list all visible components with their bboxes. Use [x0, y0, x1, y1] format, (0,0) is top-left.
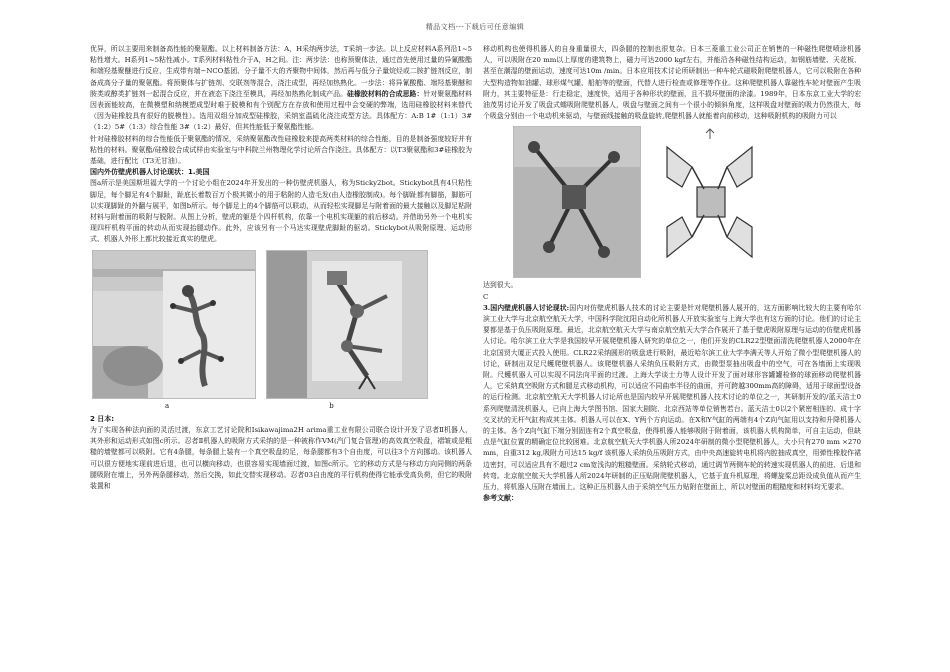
section-china-title: 3.国内壁虎机器人讨论现状: — [483, 303, 570, 312]
section-japan-title: 2 日本: — [90, 414, 115, 423]
section-china — [483, 303, 861, 493]
diagram-c-leg-motion — [651, 126, 771, 278]
photo-c-ninja-robot — [513, 126, 641, 278]
references-heading: 参考文献： — [483, 494, 518, 503]
caption-b: b — [329, 401, 334, 410]
section-usa-text: 图a所示是美国斯坦福大学的一个讨论小组在2024年开发出的一种仿壁虎机器人，称为Sticky2bot。Stickybot具有4只粘性脚足，每个脚足有4个脚趾，趾底长着数百万个极其微小的用于粘附的人造毛发(由人造橡胶制成)。每个脚趾都有脚筋，脚筋可以实现脚趾的外翻与展平，如图b所示。每个脚足上的4个脚筋可以联动，从而轻松实现脚足与附着面的最大接触以及脚足粘附材料与附着面的吸附与脱附。从图上分析，壁虎的躯是个四杆机构，依靠一个电机实现躯的前后移动。并借助另外一个电机实现四杆机构平面的转动从而实现抬腿动作。此外，应该另有一个马达实现壁虎脚趾的驱动。Stickybot从吸附原理、运动形式、机器人外形上都比较接近真实的壁虎。 — [90, 179, 472, 244]
left-paragraph-1 — [90, 44, 472, 134]
photo-a-stickybot-on-wall — [92, 250, 256, 399]
caption-a: a — [165, 401, 170, 410]
right-column — [483, 44, 861, 504]
right-paragraph-1: 移动机构也使得机器人的自身重量很大，四条腿的控制也很复杂。日本三菱重工业公司正在销售的一种磁性爬壁喷涂机器人，可以吸附在20 mm以上厚度的建筑物上，磁力可达2000 kgf左右，并能沿各种磁性结构运动，如钢筋墙壁、天花板、甚至在潮湿的壁面运动，速度可达10m /min。日本应用技术讨论所研制出一种车轮式磁吸附爬壁机器人，它可以吸附在各种大型构造物如油罐、球形煤气罐、船舶等的壁面，代替人进行检查或修理等作业。这种爬壁机器人靠磁性车轮对壁面产生吸附力，其主要特征是：行走稳定，速度快，适用于各种形状的壁面，且不损坏壁面的涂漆。1989年，日本东京工业大学的宏油茂男讨论开发了吸盘式蠕吸附爬壁机器人，吸盘与壁面之间有一个很小的倾斜角度，这样吸盘对壁面的吸力仍然很大，每个吸盘分别由一个电动机来驱动，与壁面线接触的吸盘旋转,爬壁机器人就能着向前移动，这种吸附机构的吸附力可以 — [483, 45, 861, 121]
section-china-text: 国内对仿壁虎机器人技术的讨论主要是针对爬壁机器人展开的，这方面影响比较大的主要有哈尔滨工业大学与北京航空航天大学，中国科学院沈阳自动化所机器人开放实验室与上海大学也有这方面的讨论。他们的讨论主要都是基于负压吸附原理。最近，北京航空航天大学与南京航空航天大学合作展开了基于壁虎吸附原理与运动的仿壁虎机器人讨论。哈尔滨工业大学是我国较早开展爬壁机器人研究的单位之一，他们开发的CLR22型壁面清洗爬壁机器人2000年在北京国贸大厦正式投入使用。CLR22采纳圆形的吸盘进行吸附，最近哈尔滨工业大学李满天等人开始了微小型爬壁机器人的讨论，研制出双足尺蠖爬壁机器人。该爬壁机器人采纳负压吸附方式，由微型泵抽出吸盘中的空气，可在各墙面上实现吸附。尺蠖机器人可以实现不同法向平面的过渡。上海大学谈士力等人设计开发了面对球形容罐罐检修的球面移动爬壁机器人，它采纳真空吸附方式和腿足式移动机构，可以适应不同曲率半径的曲面，并可跨越300mm高的障碍，适用于球面型设备的运行检测。北京航空航天大学机器人讨论所也是国内较早开展爬壁机器人技术讨论的单位之一，其研制开发的/蓝天洁士0系列爬壁清洗机器人，已向上海大学图书馆、国家大剧院、北京西站等单位销售若台。蓝天洁士0以2个紧密相连的、成十字交叉状的无杆气缸构成其主体。机器人可以在X、Y两个方向运动。在X和Y气缸的两端有4个Z向气缸用以支持和升降机器人的主体。各个Z向气缸下端分别固连有2个真空吸盘，使得机器人能够吸附于附着面，该机器人机构简单，可自主运动，但缺点是气缸位置的精确定位比较困难。北京航空航天大学机器人所2024年研制的微小型爬壁机器人，大小只有270 mm ×270 mm，自重312 kg,吸附力可达15 kg/f 该机器人采纳负压吸附方式，由中央高速旋转电机将内腔抽成真空，用弹性橡胶作裙边密封，可以适应具有不超过2 cm宽浅沟的粗糙壁面。采纳轮式移动，通过调节两侧车轮的转速实现机器人的前进、后退和转弯。北京航空航天大学机器人所2024年研制的正压贴附爬壁机器人，它基于直升机原理，将螺旋桨总距设成负值从而产生压力，将机器人压附在墙面上。这种正压机器人由于采纳空气压力贴附在壁面上，所以对壁面的粗糙度和材料均无要求。 — [483, 303, 861, 492]
left-column — [90, 44, 472, 492]
caption-c: C — [483, 292, 489, 301]
page-header: 精品文档---下载后可任意编辑 — [425, 23, 525, 31]
silicone-synthesis-text: 针对聚氨酯材料因表面能较高，在微模塑和纳模塑成型时难于脱模和有个别配方在存放和使用过程中会变硬的弊端，选用硅橡胶材料来替代（因为硅橡胶具有很好的脱模性）。选用双组分加成型硅橡胶，采纳室温硫化浇注成型方法。具体配方：A:B 1#（1:1）3#（1:2）5#（1:3）综合性能 3#（1:2）最好，但其性能低于聚氨酯性能。 — [90, 89, 473, 132]
photo-b-gecko-foot-mechanism — [266, 250, 428, 399]
left-paragraph-2: 针对硅橡胶材料的综合性能低于聚氨酯的情况，采纳聚氨酯改性硅橡胶来提高两类材料的综合性能，目的是制备强度较好并有粘性的材料。聚氨酯/硅橡胶合成试样由实验室与中科院兰州物理化学讨论所合作浇注。具体配方：以T3聚氨酯和3#硅橡胶为基础，进行配比（T3无甘油）。 — [90, 134, 472, 166]
silicone-synthesis-heading: 硅橡胶材料的合成思路： — [347, 89, 424, 98]
figure-ab — [92, 250, 472, 399]
section-japan-text: 为了实现各种法向面的灵活过渡，东京工艺讨论院和Isikawajima2H arima重工业有限公司联合设计开发了忍者Ⅱ机器人，其外形和运动形式如图c所示。忍者Ⅱ机器人的吸附方式采纳的是一种被称作VM(汽门复合管理)的高效真空吸盘，褶皱或是粗糙的墙壁都可以吸附。它有4条腿，每条腿上装有一个真空吸盘的足，每条腿都有3个自由度，可以往3个方向挪动。该机器人可以很方便地实现前进后退，也可以横向移动，也很容易实现墙面过渡，如图c所示。它的移动方式是与移动方向同侧的两条腿吸附在墙上，另外两条腿移动，然后交换，如此交替实现移动。忍者03自由度的平行机构使得它能承受高负荷，但它的吸附装置和 — [90, 426, 472, 491]
materials-methods-text: 优异，所以主要用来制备高性能的聚氨酯。以上材料制备方法：A，H采纳两步法，T采纳一步法。以上反应材料A系列沿1~5粘性增大。H系列1~5粘性减小。T系列材料粘性介于A，H之间。注：两步法：也称预聚体法，通过首先使用过量的异氰酸酯和端羟基聚醚进行反应，生成带有端−NCO基团、分子量不大的齐聚物中间体，然后再与低分子量烷烃或二胺扩链剂反应，制备成高分子量的聚氨酯。将预聚体与扩链剂、交联剂等混合，浇注成型，再经加热熟化。一步法：将异氰酸酯、端羟基聚醚和胺类或醇类扩链剂一起混合反应，并在液态下浇注至模具，再经加热熟化制成产品。 — [90, 45, 472, 98]
section-usa-title: 国内外仿壁虎机器人讨论现状：1.美国 — [90, 168, 210, 177]
figure-c-tail-text: 达到很大。 — [483, 281, 518, 290]
figure-c — [513, 126, 861, 278]
figure-ab-captions — [90, 401, 472, 412]
